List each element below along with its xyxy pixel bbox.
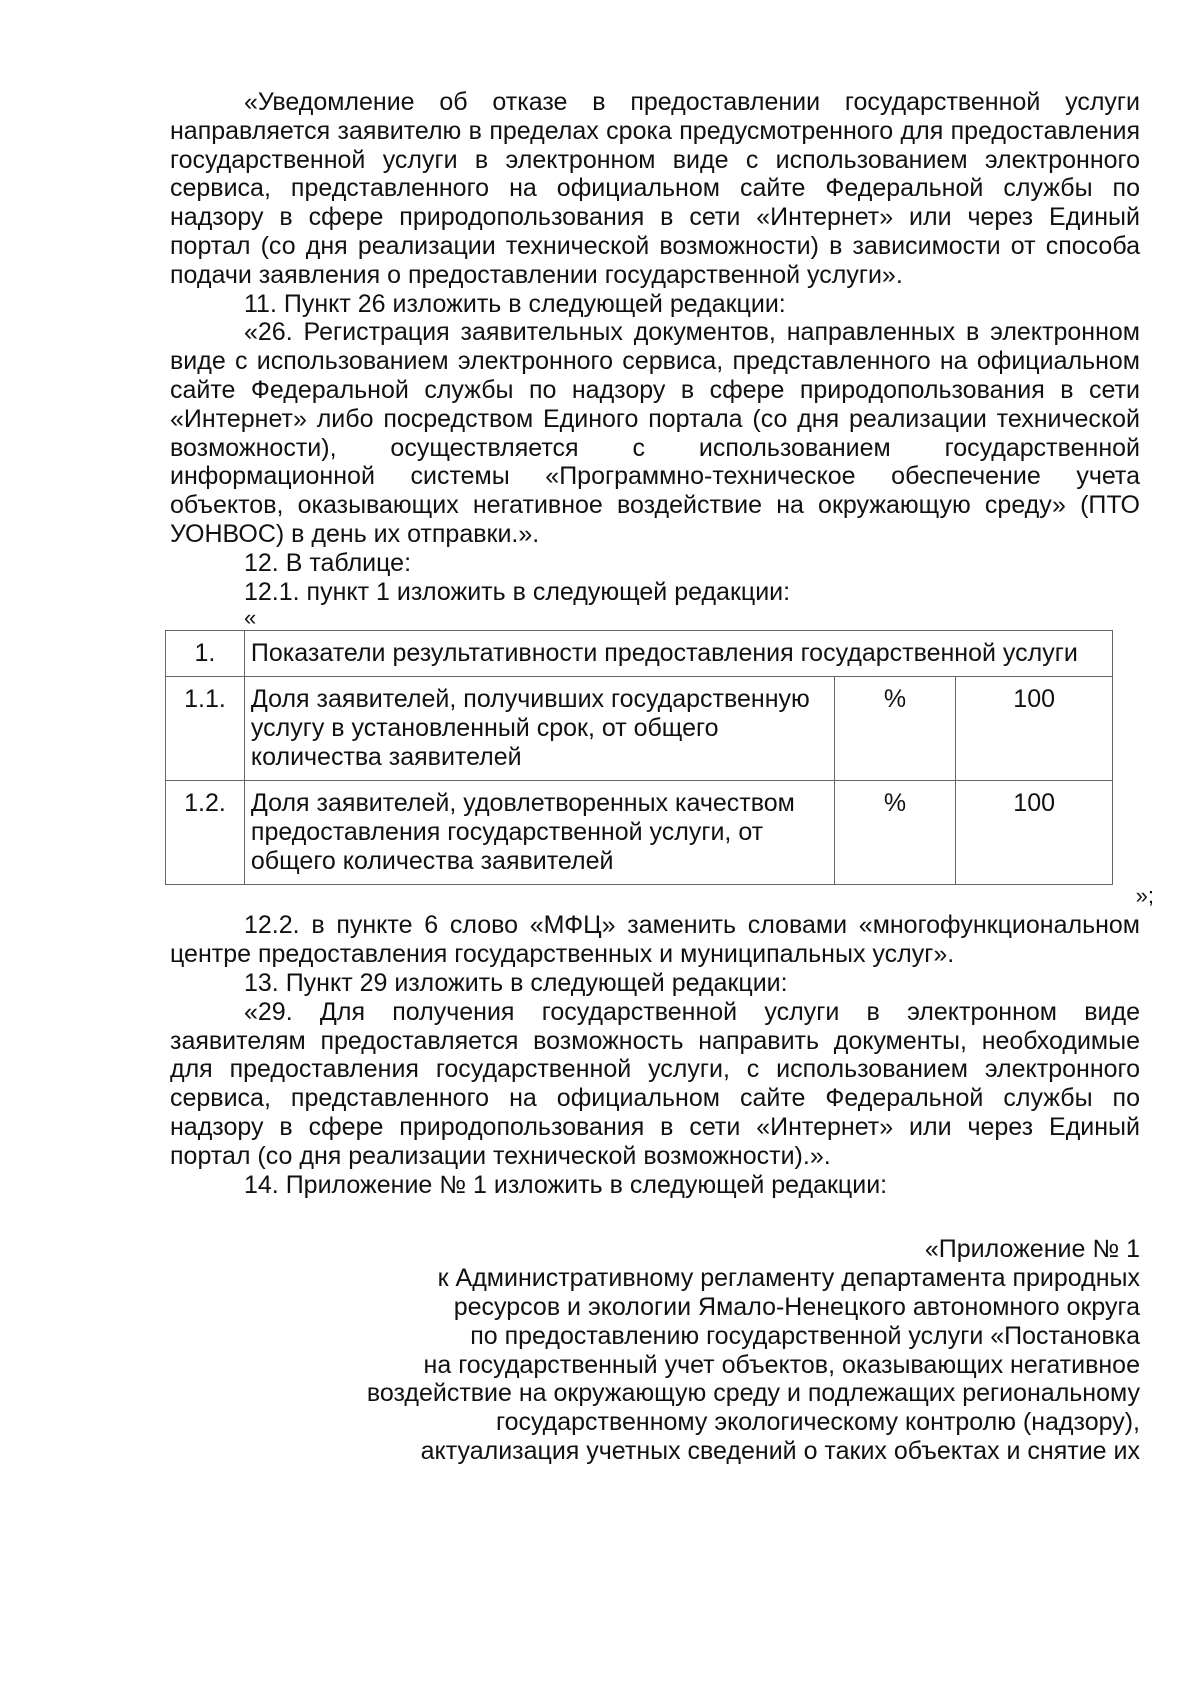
table-open-quote: « — [244, 605, 257, 631]
table-row-number: 1.1. — [166, 677, 245, 781]
results-table-wrapper — [165, 630, 1113, 885]
appendix-line: актуализация учетных сведений о таких объектах и снятие их — [420, 1436, 1140, 1465]
appendix-line: на государственный учет объектов, оказывающих негативное — [423, 1350, 1140, 1379]
table-header-text: Показатели результативности предоставления государственной услуги — [244, 631, 1112, 677]
document-page — [170, 88, 1154, 1466]
paragraph-item-12-1: 12.1. пункт 1 изложить в следующей редакции: — [244, 577, 791, 606]
table-header-row — [166, 631, 1113, 677]
appendix-line: государственному экологическому контролю (надзору), — [496, 1408, 1140, 1437]
spacer — [170, 1199, 1140, 1235]
paragraph-refusal-notice: «Уведомление об отказе в предоставлении государственной услуги направляется заявителю в пределах срока предусмотренного для предоставления государственной услуги в электронном виде с использованием электронного сервиса, представленного на официальном сайте Федеральной службы по надзору в сфере природопользования в сети «Интернет» или через Единый портал (со дня реализации технической возможности) в зависимости от способа подачи заявления о предоставлении государственной услуги». — [170, 88, 1140, 289]
table-row-text: Доля заявителей, получивших государственную услугу в установленный срок, от общего количества заявителей — [244, 677, 834, 781]
table-row-value: 100 — [956, 781, 1113, 885]
paragraph-item-12-2: 12.2. в пункте 6 слово «МФЦ» заменить словами «многофункциональном центре предоставления государственных и муниципальных услуг». — [170, 911, 1140, 969]
appendix-line: ресурсов и экологии Ямало-Ненецкого автономного округа — [453, 1292, 1140, 1321]
table-row-unit: % — [834, 781, 956, 885]
appendix-line: «Приложение № 1 — [924, 1235, 1140, 1264]
results-table — [165, 630, 1113, 885]
table-row-unit: % — [834, 677, 956, 781]
table-header-number: 1. — [166, 631, 245, 677]
appendix-line: воздействие на окружающую среду и подлежащих региональному — [366, 1379, 1140, 1408]
table-row — [166, 781, 1113, 885]
table-close-quote: »; — [1135, 883, 1154, 909]
table-row-value: 100 — [956, 677, 1113, 781]
table-row-number: 1.2. — [166, 781, 245, 885]
table-row-text: Доля заявителей, удовлетворенных качеством предоставления государственной услуги, от общего количества заявителей — [244, 781, 834, 885]
appendix-heading-block — [170, 1235, 1140, 1465]
paragraph-item-29-text: «29. Для получения государственной услуги в электронном виде заявителям предоставляется возможность направить документы, необходимые для предоставления государственной услуги, с использованием электронного сервиса, представленного на официальном сайте Федеральной службы по надзору в сфере природопользования в сети «Интернет» или через Единый портал (со дня реализации технической возможности).». — [170, 997, 1140, 1170]
paragraph-item-12: 12. В таблице: — [244, 548, 412, 577]
paragraph-item-14: 14. Приложение № 1 изложить в следующей редакции: — [244, 1170, 888, 1199]
paragraph-item-11: 11. Пункт 26 изложить в следующей редакции: — [244, 289, 786, 318]
paragraph-item-13: 13. Пункт 29 изложить в следующей редакции: — [244, 968, 788, 997]
appendix-line: по предоставлению государственной услуги «Постановка — [470, 1321, 1140, 1350]
paragraph-item-26-text: «26. Регистрация заявительных документов, направленных в электронном виде с использованием электронного сервиса, представленного на официальном сайте Федеральной службы по надзору в сфере природопользования в сети «Интернет» либо посредством Единого портала (со дня реализации технической возможности), осуществляется с использованием государственной информационной системы «Программно-техническое обеспечение учета объектов, оказывающих негативное воздействие на окружающую среду» (ПТО УОНВОС) в день их отправки.». — [170, 318, 1140, 548]
appendix-line: к Административному регламенту департамента природных — [437, 1264, 1140, 1293]
table-row — [166, 677, 1113, 781]
